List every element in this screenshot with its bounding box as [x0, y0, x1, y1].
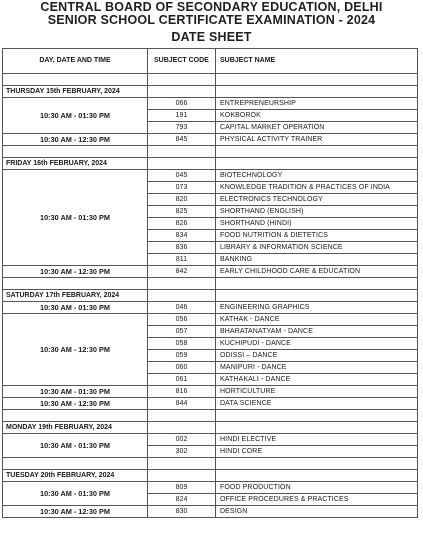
day-label: MONDAY 19th FEBRUARY, 2024 — [3, 422, 148, 434]
subject-name: OFFICE PROCEDURES & PRACTICES — [216, 494, 418, 506]
exam-time: 10:30 AM - 01:30 PM — [3, 386, 148, 398]
document-header — [0, 1, 423, 44]
empty-cell — [216, 470, 418, 482]
subject-name: DESIGN — [216, 506, 418, 518]
subject-code: 045 — [148, 170, 216, 182]
board-title: CENTRAL BOARD OF SECONDARY EDUCATION, DELHI — [40, 0, 383, 14]
table-row — [3, 98, 418, 110]
subject-name: FOOD PRODUCTION — [216, 482, 418, 494]
exam-time: 10:30 AM - 12:30 PM — [3, 314, 148, 386]
subject-code: 816 — [148, 386, 216, 398]
empty-cell — [216, 86, 418, 98]
empty-cell — [216, 278, 418, 290]
subject-code: 809 — [148, 482, 216, 494]
subject-code: 793 — [148, 122, 216, 134]
exam-time: 10:30 AM - 01:30 PM — [3, 170, 148, 266]
subject-name: KATHAK - DANCE — [216, 314, 418, 326]
subject-name: KNOWLEDGE TRADITION & PRACTICES OF INDIA — [216, 182, 418, 194]
exam-time: 10:30 AM - 12:30 PM — [3, 134, 148, 146]
exam-time: 10:30 AM - 01:30 PM — [3, 98, 148, 134]
subject-name: EARLY CHILDHOOD CARE & EDUCATION — [216, 266, 418, 278]
column-header-name: SUBJECT NAME — [216, 49, 418, 74]
subject-code: 842 — [148, 266, 216, 278]
subject-name: ENTREPRENEURSHIP — [216, 98, 418, 110]
day-label: SATURDAY 17th FEBRUARY, 2024 — [3, 290, 148, 302]
table-row — [3, 170, 418, 182]
subject-code: 058 — [148, 338, 216, 350]
empty-cell — [216, 458, 418, 470]
empty-cell — [216, 290, 418, 302]
empty-cell — [216, 410, 418, 422]
date-sheet-title: DATE SHEET — [171, 30, 252, 44]
subject-code: 059 — [148, 350, 216, 362]
subject-name: ELECTRONICS TECHNOLOGY — [216, 194, 418, 206]
subject-name: HORTICULTURE — [216, 386, 418, 398]
day-row — [3, 470, 418, 482]
subject-name: BHARATANATYAM - DANCE — [216, 326, 418, 338]
subject-name: LIBRARY & INFORMATION SCIENCE — [216, 242, 418, 254]
subject-name: SHORTHAND (HINDI) — [216, 218, 418, 230]
table-header-row — [3, 49, 418, 74]
spacer-row — [3, 458, 418, 470]
subject-code: 002 — [148, 434, 216, 446]
column-header-day: DAY, DATE AND TIME — [3, 49, 148, 74]
subject-code: 073 — [148, 182, 216, 194]
subject-name: KOKBOROK — [216, 110, 418, 122]
table-row — [3, 302, 418, 314]
subject-code: 056 — [148, 314, 216, 326]
empty-cell — [216, 158, 418, 170]
exam-time: 10:30 AM - 01:30 PM — [3, 302, 148, 314]
subject-name: DATA SCIENCE — [216, 398, 418, 410]
day-label: FRIDAY 16th FEBRUARY, 2024 — [3, 158, 148, 170]
subject-name: FOOD NUTRITION & DIETETICS — [216, 230, 418, 242]
table-row — [3, 482, 418, 494]
subject-code: 824 — [148, 494, 216, 506]
subject-code: 191 — [148, 110, 216, 122]
subject-name: HINDI CORE — [216, 446, 418, 458]
subject-code: 066 — [148, 98, 216, 110]
empty-cell — [216, 74, 418, 86]
subject-name: KATHAKALI - DANCE — [216, 374, 418, 386]
empty-cell — [3, 278, 148, 290]
column-header-code: SUBJECT CODE — [148, 49, 216, 74]
empty-cell — [216, 422, 418, 434]
subject-name: MANIPURI - DANCE — [216, 362, 418, 374]
table-row — [3, 386, 418, 398]
table-row — [3, 134, 418, 146]
exam-time: 10:30 AM - 12:30 PM — [3, 266, 148, 278]
subject-name: KUCHIPUDI - DANCE — [216, 338, 418, 350]
spacer-row — [3, 74, 418, 86]
subject-code: 825 — [148, 206, 216, 218]
empty-cell — [148, 74, 216, 86]
subject-code: 836 — [148, 242, 216, 254]
subject-code: 060 — [148, 362, 216, 374]
empty-cell — [3, 458, 148, 470]
table-row — [3, 506, 418, 518]
empty-cell — [216, 146, 418, 158]
day-row — [3, 290, 418, 302]
day-row — [3, 158, 418, 170]
day-row — [3, 422, 418, 434]
empty-cell — [148, 458, 216, 470]
subject-code: 057 — [148, 326, 216, 338]
empty-cell — [3, 146, 148, 158]
empty-cell — [148, 422, 216, 434]
spacer-row — [3, 278, 418, 290]
subject-name: HINDI ELECTIVE — [216, 434, 418, 446]
empty-cell — [148, 410, 216, 422]
spacer-row — [3, 146, 418, 158]
subject-code: 845 — [148, 134, 216, 146]
table-row — [3, 266, 418, 278]
subject-code: 826 — [148, 218, 216, 230]
exam-time: 10:30 AM - 12:30 PM — [3, 506, 148, 518]
subject-code: 844 — [148, 398, 216, 410]
subject-code: 811 — [148, 254, 216, 266]
subject-name: ENGINEERING GRAPHICS — [216, 302, 418, 314]
empty-cell — [148, 278, 216, 290]
exam-time: 10:30 AM - 01:30 PM — [3, 482, 148, 506]
date-sheet-table — [2, 48, 418, 518]
table-row — [3, 434, 418, 446]
day-label: THURSDAY 15th FEBRUARY, 2024 — [3, 86, 148, 98]
spacer-row — [3, 410, 418, 422]
subject-name: ODISSI – DANCE — [216, 350, 418, 362]
subject-name: CAPITAL MARKET OPERATION — [216, 122, 418, 134]
empty-cell — [148, 290, 216, 302]
table-body — [3, 74, 418, 518]
subject-code: 046 — [148, 302, 216, 314]
subject-code: 830 — [148, 506, 216, 518]
subject-code: 820 — [148, 194, 216, 206]
empty-cell — [148, 146, 216, 158]
subject-name: BIOTECHNOLOGY — [216, 170, 418, 182]
subject-name: BANKING — [216, 254, 418, 266]
table-row — [3, 314, 418, 326]
empty-cell — [3, 74, 148, 86]
exam-time: 10:30 AM - 12:30 PM — [3, 398, 148, 410]
subject-name: SHORTHAND (ENGLISH) — [216, 206, 418, 218]
day-row — [3, 86, 418, 98]
empty-cell — [148, 470, 216, 482]
subject-code: 302 — [148, 446, 216, 458]
subject-code: 834 — [148, 230, 216, 242]
empty-cell — [3, 410, 148, 422]
day-label: TUESDAY 20th FEBRUARY, 2024 — [3, 470, 148, 482]
exam-time: 10:30 AM - 01:30 PM — [3, 434, 148, 458]
table-row — [3, 398, 418, 410]
empty-cell — [148, 158, 216, 170]
empty-cell — [148, 86, 216, 98]
subject-name: PHYSICAL ACTIVITY TRAINER — [216, 134, 418, 146]
subject-code: 061 — [148, 374, 216, 386]
exam-title: SENIOR SCHOOL CERTIFICATE EXAMINATION - 2024 — [47, 13, 376, 27]
